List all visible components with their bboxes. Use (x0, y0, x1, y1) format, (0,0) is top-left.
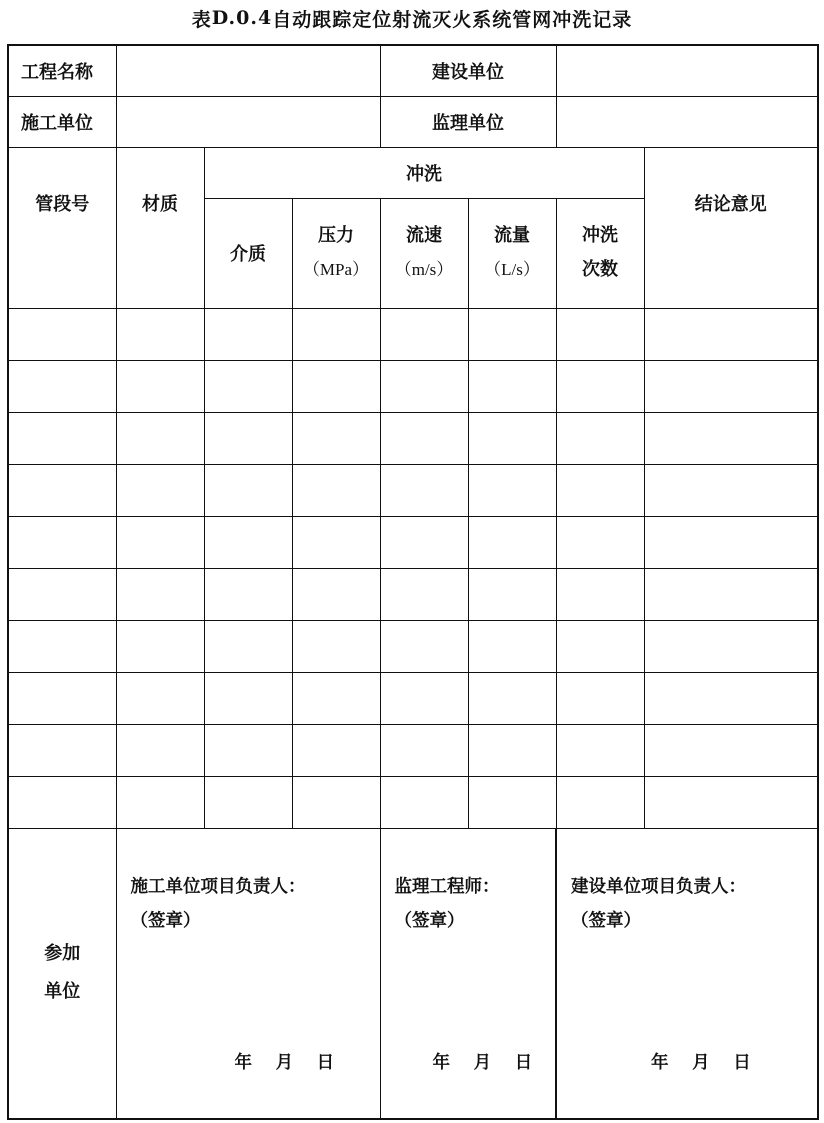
cell-flow[interactable] (468, 568, 556, 620)
table-row (8, 360, 818, 412)
cell-medium[interactable] (204, 672, 292, 724)
title-code: D.0.4 (211, 7, 273, 29)
col-velocity-unit: （m/s） (394, 260, 454, 279)
cell-segment[interactable] (8, 776, 116, 828)
cell-flow[interactable] (468, 724, 556, 776)
cell-conclusion[interactable] (644, 620, 818, 672)
project-row (8, 45, 818, 96)
cell-conclusion[interactable] (644, 412, 818, 464)
cell-conclusion[interactable] (644, 776, 818, 828)
cell-medium[interactable] (204, 360, 292, 412)
cell-count[interactable] (556, 412, 644, 464)
cell-flow[interactable] (468, 412, 556, 464)
owner-role-label: 建设单位项目负责人： (571, 876, 747, 897)
col-count (556, 198, 644, 308)
contractor-role-label: 施工单位项目负责人： (130, 876, 306, 897)
cell-material[interactable] (116, 360, 204, 412)
cell-segment[interactable] (8, 516, 116, 568)
title-label: 表 (191, 8, 212, 31)
col-flush-group: 冲洗 (204, 147, 644, 198)
cell-conclusion[interactable] (644, 308, 818, 360)
cell-segment[interactable] (8, 672, 116, 724)
table-row (8, 516, 818, 568)
cell-velocity[interactable] (380, 360, 468, 412)
cell-segment[interactable] (8, 412, 116, 464)
cell-conclusion[interactable] (644, 464, 818, 516)
cell-conclusion[interactable] (644, 672, 818, 724)
cell-velocity[interactable] (380, 568, 468, 620)
owner-seal-label: （签章） (571, 910, 642, 931)
cell-medium[interactable] (204, 412, 292, 464)
cell-segment[interactable] (8, 464, 116, 516)
flush-record-table (7, 44, 819, 1120)
col-pressure-label: 压力 (318, 225, 354, 246)
cell-flow[interactable] (468, 360, 556, 412)
col-velocity (380, 198, 468, 308)
cell-count[interactable] (556, 360, 644, 412)
owner-field[interactable] (556, 45, 818, 96)
cell-velocity[interactable] (380, 464, 468, 516)
cell-segment[interactable] (8, 568, 116, 620)
cell-conclusion[interactable] (644, 516, 818, 568)
table-row (8, 464, 818, 516)
cell-material[interactable] (116, 464, 204, 516)
cell-conclusion[interactable] (644, 724, 818, 776)
cell-material[interactable] (116, 620, 204, 672)
cell-medium[interactable] (204, 308, 292, 360)
signature-row (8, 828, 818, 1119)
col-flow-label: 流量 (494, 225, 531, 246)
col-count-line1: 冲洗 (582, 225, 619, 246)
cell-material[interactable] (116, 672, 204, 724)
contractor-label: 施工单位 (8, 96, 116, 147)
owner-signature-block[interactable] (556, 828, 818, 1119)
supervisor-role-label: 监理工程师： (394, 876, 500, 897)
cell-count[interactable] (556, 568, 644, 620)
cell-flow[interactable] (468, 776, 556, 828)
cell-medium[interactable] (204, 464, 292, 516)
table-row (8, 568, 818, 620)
cell-count[interactable] (556, 308, 644, 360)
col-pressure-unit: （MPa） (302, 260, 370, 279)
table-row (8, 724, 818, 776)
cell-pressure[interactable] (292, 724, 380, 776)
cell-medium[interactable] (204, 620, 292, 672)
project-name-field[interactable] (116, 45, 380, 96)
table-row (8, 308, 818, 360)
participants-label (8, 828, 116, 1119)
cell-pressure[interactable] (292, 516, 380, 568)
supervisor-seal-label: （签章） (394, 910, 465, 931)
cell-medium[interactable] (204, 516, 292, 568)
table-row (8, 776, 818, 828)
cell-count[interactable] (556, 620, 644, 672)
cell-velocity[interactable] (380, 620, 468, 672)
cell-velocity[interactable] (380, 516, 468, 568)
cell-pressure[interactable] (292, 308, 380, 360)
contractor-seal-label: （签章） (130, 910, 201, 931)
col-count-line2: 次数 (582, 259, 619, 280)
cell-velocity[interactable] (380, 412, 468, 464)
supervisor-label: 监理单位 (380, 96, 556, 147)
table-row (8, 672, 818, 724)
cell-material[interactable] (116, 412, 204, 464)
column-header-row-1 (8, 147, 818, 198)
col-segment: 管段号 (8, 147, 116, 308)
cell-conclusion[interactable] (644, 568, 818, 620)
project-name-label: 工程名称 (8, 45, 116, 96)
cell-count[interactable] (556, 516, 644, 568)
cell-segment[interactable] (8, 308, 116, 360)
cell-pressure[interactable] (292, 776, 380, 828)
col-material: 材质 (116, 147, 204, 308)
col-flow (468, 198, 556, 308)
cell-material[interactable] (116, 516, 204, 568)
col-conclusion: 结论意见 (644, 147, 818, 308)
col-velocity-label: 流速 (406, 225, 443, 246)
cell-material[interactable] (116, 776, 204, 828)
contractor-signature-block[interactable] (116, 828, 380, 1119)
col-flow-unit: （L/s） (484, 260, 540, 279)
participants-line2: 单位 (44, 981, 81, 1003)
cell-segment[interactable] (8, 724, 116, 776)
cell-material[interactable] (116, 308, 204, 360)
cell-velocity[interactable] (380, 308, 468, 360)
supervisor-date-label: 年 月 日 (432, 1053, 533, 1073)
cell-material[interactable] (116, 568, 204, 620)
cell-velocity[interactable] (380, 672, 468, 724)
cell-count[interactable] (556, 464, 644, 516)
contractor-field[interactable] (116, 96, 380, 147)
table-row (8, 620, 818, 672)
cell-material[interactable] (116, 724, 204, 776)
supervisor-field[interactable] (556, 96, 818, 147)
cell-pressure[interactable] (292, 620, 380, 672)
form-title (0, 2, 824, 34)
cell-flow[interactable] (468, 464, 556, 516)
cell-pressure[interactable] (292, 464, 380, 516)
contractor-date-label: 年 月 日 (234, 1053, 335, 1073)
cell-medium[interactable] (204, 568, 292, 620)
participants-line1: 参加 (44, 943, 81, 965)
cell-conclusion[interactable] (644, 360, 818, 412)
table-row (8, 412, 818, 464)
cell-segment[interactable] (8, 360, 116, 412)
cell-flow[interactable] (468, 308, 556, 360)
title-text: 自动跟踪定位射流灭火系统管网冲洗记录 (272, 8, 633, 31)
cell-flow[interactable] (468, 516, 556, 568)
cell-flow[interactable] (468, 672, 556, 724)
cell-count[interactable] (556, 672, 644, 724)
contractor-row (8, 96, 818, 147)
owner-label: 建设单位 (380, 45, 556, 96)
cell-velocity[interactable] (380, 776, 468, 828)
cell-medium[interactable] (204, 724, 292, 776)
cell-pressure[interactable] (292, 412, 380, 464)
owner-date-label: 年 月 日 (651, 1053, 751, 1073)
cell-pressure[interactable] (292, 672, 380, 724)
col-pressure (292, 198, 380, 308)
cell-count[interactable] (556, 776, 644, 828)
cell-segment[interactable] (8, 620, 116, 672)
cell-velocity[interactable] (380, 724, 468, 776)
supervisor-signature-block[interactable] (380, 828, 556, 1119)
cell-pressure[interactable] (292, 360, 380, 412)
cell-pressure[interactable] (292, 568, 380, 620)
cell-count[interactable] (556, 724, 644, 776)
cell-medium[interactable] (204, 776, 292, 828)
col-medium: 介质 (204, 198, 292, 308)
cell-flow[interactable] (468, 620, 556, 672)
